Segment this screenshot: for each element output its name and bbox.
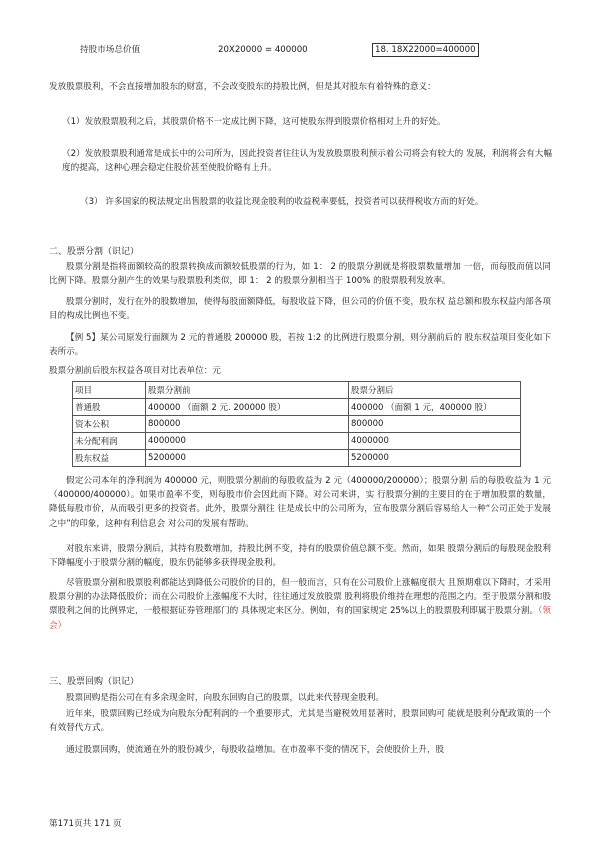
split-definition-paragraph: 股票分割是指将面额较高的股票转换成而额较低股票的行为，如 1： 2 的股票分割就是将股票数量增加 一倍，而每股而值以同比例下降。股票分割产生的效果与股票股利类似，即 1： 2 的股票分割相当于 100% 的股票股利发放率。	[49, 262, 551, 287]
repurchase-definition: 股票回购是指公司在有多余现金时，向股东回购自己的股票，以此来代替现金股利。	[66, 693, 384, 703]
table-row	[73, 450, 521, 467]
table-row	[73, 433, 521, 450]
formula-before: 20X20000 = 400000	[218, 45, 308, 55]
section-heading-stock-split: 二、股票分割（识记）	[49, 247, 140, 257]
table-cell: 800000	[146, 416, 349, 433]
split-comparison-table	[72, 381, 521, 467]
table-cell: 5200000	[146, 450, 349, 467]
benefit-item-2: （2）发放股票股利通常是成长中的公司所为，因此投资者往往认为发放股票股利预示着公司将会有较大的 发展，利润将会有大幅度的提高，这种心理会稳定住股价甚至使股价略有上升。	[62, 149, 552, 174]
table-cell: 400000 （面额 1 元，400000 股）	[349, 399, 521, 416]
section-heading-repurchase: 三、股票回购（识记）	[49, 677, 140, 687]
market-value-label: 持股市场总价值	[80, 45, 141, 55]
split-vs-dividend-text: 尽管股票分割和股票股利都能达到降低公司股价的目的，但一般而言，只有在公司股价上涨幅度很大 且预期难以下降时，才采用股票分割的办法降低股价；而在公司股价上涨幅度不大时，往往通过发放股票 股利将股价维持在理想的范围之内。至于股票分割和股票股利之间的比例界定，一般根据证券管理部门的 具体规定来区分。例如，有的国家规定 25%以上的股票股利即属于股票分割。	[49, 578, 551, 617]
table-cell: 股东权益	[73, 450, 146, 467]
repurchase-trend-paragraph: 近年来，股票回购已经成为向股东分配利润的一个重要形式，尤其是当避税效用显著时，股票回购可 能就是股利分配政策的一个有效替代方式。	[49, 709, 551, 734]
eps-example-paragraph: 假定公司本年的净利润为 400000 元，则股票分割前的每股收益为 2 元（400000/200000）；股票分割 后的每股收益为 1 元（400000/400000）。如果市盈率不变，则每股市价会因此而下降。对公司来讲，实 行股票分割的主要目的在于增加股票的数量，降低每股市价，从而吸引更多的投资者。此外，股票分割往 往是成长中的公司所为，宣布股票分割后容易给人一种“公司正处于发展之中”的印象，这种有利信息会 对公司的发展有帮助。	[49, 476, 551, 529]
page-footer: 第171页共 171 页	[49, 819, 122, 829]
split-vs-dividend-paragraph	[49, 576, 551, 633]
formula-after: 18. 18X22000=400000	[372, 43, 479, 57]
split-effect-paragraph: 股票分割时，发行在外的股数增加，使得每股面额降低，每股收益下降，但公司的价值不变，股东权 益总额和股东权益内部各项目的构成比例也不变。	[49, 297, 551, 322]
shareholder-effect-paragraph: 对股东来讲，股票分割后，其持有股数增加，持股比例不变，持有的股票价值总额不变。然而，如果 股票分割后的每股现金股利下降幅度小于股票分割的幅度，股东仍能够多获得现金股利。	[49, 544, 551, 569]
table-title: 股票分割前后股东权益各项目对比表单位：元	[49, 366, 221, 376]
table-cell: 4000000	[349, 433, 521, 450]
example-5-paragraph: 【例 5】某公司原发行面额为 2 元的普通股 200000 股，若按 1:2 的比例进行股票分割，则分割前后的 股东权益项目变化如下表所示。	[49, 333, 551, 358]
table-header-cell: 项目	[73, 382, 146, 399]
table-row	[73, 399, 521, 416]
table-cell: 资本公积	[73, 416, 146, 433]
table-header-cell: 股票分割后	[349, 382, 521, 399]
benefit-item-3: （3） 许多国家的税法规定出售股票的收益比现金股利的收益税率要低，投资者可以获得税收方而的好处。	[80, 197, 484, 207]
intro-paragraph: 发放股票股利，不会直接增加股东的财富，不会改变股东的持股比例，但是其对股东有着特殊的意义：	[49, 82, 436, 92]
table-header-cell: 股票分割前	[146, 382, 349, 399]
comprehension-note: （领会）	[49, 606, 551, 631]
table-cell: 未分配利润	[73, 433, 146, 450]
table-header-row	[73, 382, 521, 399]
table-cell: 普通股	[73, 399, 146, 416]
table-row	[73, 416, 521, 433]
table-cell: 400000 （面额 2 元. 200000 股）	[146, 399, 349, 416]
table-cell: 4000000	[146, 433, 349, 450]
repurchase-effect-paragraph: 通过股票回购，使流通在外的股份减少，每股收益增加。在市盈率不变的情况下，会使股价上升，股	[66, 745, 445, 755]
benefit-item-1: （1）发放股票股利之后，其股票价格不一定成比例下降，这可使股东得到股票价格相对上升的好处。	[62, 117, 446, 127]
table-cell: 5200000	[349, 450, 521, 467]
table-cell: 800000	[349, 416, 521, 433]
